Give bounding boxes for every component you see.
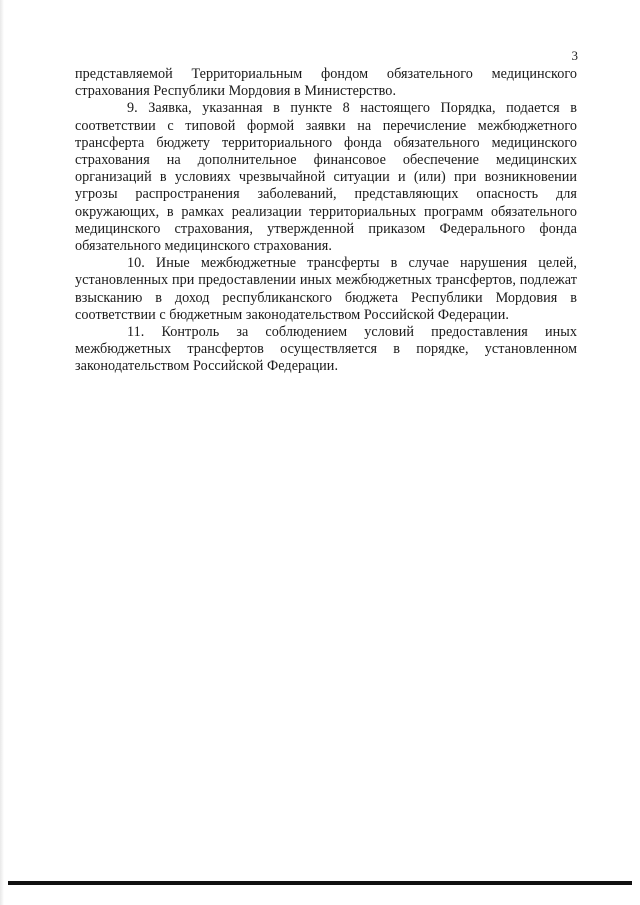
paragraph-10: 10. Иные межбюджетные трансферты в случае нарушения целей, установленных при предоставлении иных межбюджетных трансфертов, подлежат взысканию в доход республиканского бюджета Республики Мордовия в соответствии с бюджетным законодательством Российской Федерации.	[75, 255, 577, 323]
page-number: 3	[571, 48, 578, 63]
scan-edge-shadow	[0, 0, 4, 905]
paragraph-11: 11. Контроль за соблюдением условий предоставления иных межбюджетных трансфертов осуществляется в порядке, установленном законодательством Российской Федерации.	[75, 324, 577, 375]
document-body	[75, 66, 577, 376]
paragraph-continuation: представляемой Территориальным фондом обязательного медицинского страхования Республики Мордовия в Министерство.	[75, 66, 577, 100]
scan-bottom-edge	[8, 881, 632, 885]
paragraph-9: 9. Заявка, указанная в пункте 8 настоящего Порядка, подается в соответствии с типовой формой заявки на перечисление межбюджетного трансферта бюджету территориального фонда обязательного медицинского страхования на дополнительное финансовое обеспечение медицинских организаций в условиях чрезвычайной ситуации и (или) при возникновении угрозы распространения заболеваний, представляющих опасность для окружающих, в рамках реализации территориальных программ обязательного медицинского страхования, утвержденной приказом Федерального фонда обязательного медицинского страхования.	[75, 100, 577, 255]
